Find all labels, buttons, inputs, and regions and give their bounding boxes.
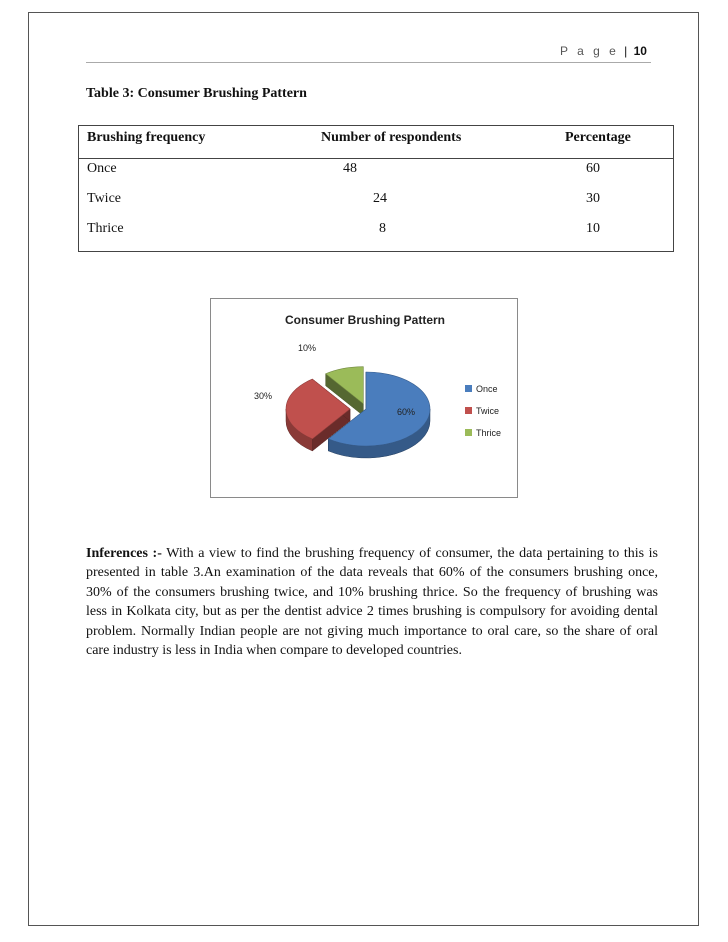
pie-chart-svg [211, 299, 519, 499]
col-header-respondents: Number of respondents [321, 130, 462, 145]
cell-respondents: 24 [373, 191, 387, 206]
pie-chart [210, 298, 518, 498]
legend-label-once: Once [476, 384, 498, 394]
cell-respondents: 48 [343, 161, 357, 176]
col-header-frequency: Brushing frequency [87, 130, 206, 145]
legend-swatch-twice [465, 407, 472, 414]
cell-frequency: Once [87, 161, 117, 176]
table-header-row [79, 126, 673, 159]
col-header-percentage: Percentage [565, 130, 631, 145]
cell-percentage: 60 [586, 161, 600, 176]
page-label: P a g e [560, 44, 619, 58]
cell-frequency: Twice [87, 191, 122, 206]
page-number: 10 [633, 44, 647, 58]
brushing-table [78, 125, 674, 252]
cell-respondents: 8 [379, 221, 386, 236]
cell-percentage: 30 [586, 191, 600, 206]
cell-percentage: 10 [586, 221, 600, 236]
legend-label-thrice: Thrice [476, 428, 502, 438]
cell-frequency: Thrice [87, 221, 124, 236]
data-label-once: 60% [396, 407, 416, 417]
data-label-twice: 30% [253, 391, 273, 401]
inference-paragraph [86, 544, 658, 660]
legend-swatch-once [465, 385, 472, 392]
legend-swatch-thrice [465, 429, 472, 436]
inference-text: With a view to find the brushing frequency of consumer, the data pertaining to this is presented in table 3.An examination of the data reveals that 60% of the consumers brushing once, 30% of the consumers brushing twice, and 10% brushing thrice. So the frequency of brushing was less in Kolkata city, but as per the dentist advice 2 times brushing is compulsory for avoiding dental problem. Normally Indian people are not giving much importance to oral care, so the share of oral care industry is less in India when compare to developed countries. [86, 546, 658, 659]
page-header [560, 44, 650, 64]
table-caption: Table 3: Consumer Brushing Pattern [86, 86, 307, 101]
legend-label-twice: Twice [476, 406, 500, 416]
chart-title: Consumer Brushing Pattern [284, 313, 446, 327]
data-label-thrice: 10% [297, 343, 317, 353]
header-rule [86, 62, 651, 63]
page-separator: | [624, 44, 628, 58]
inference-heading: Inferences :- [86, 546, 162, 561]
